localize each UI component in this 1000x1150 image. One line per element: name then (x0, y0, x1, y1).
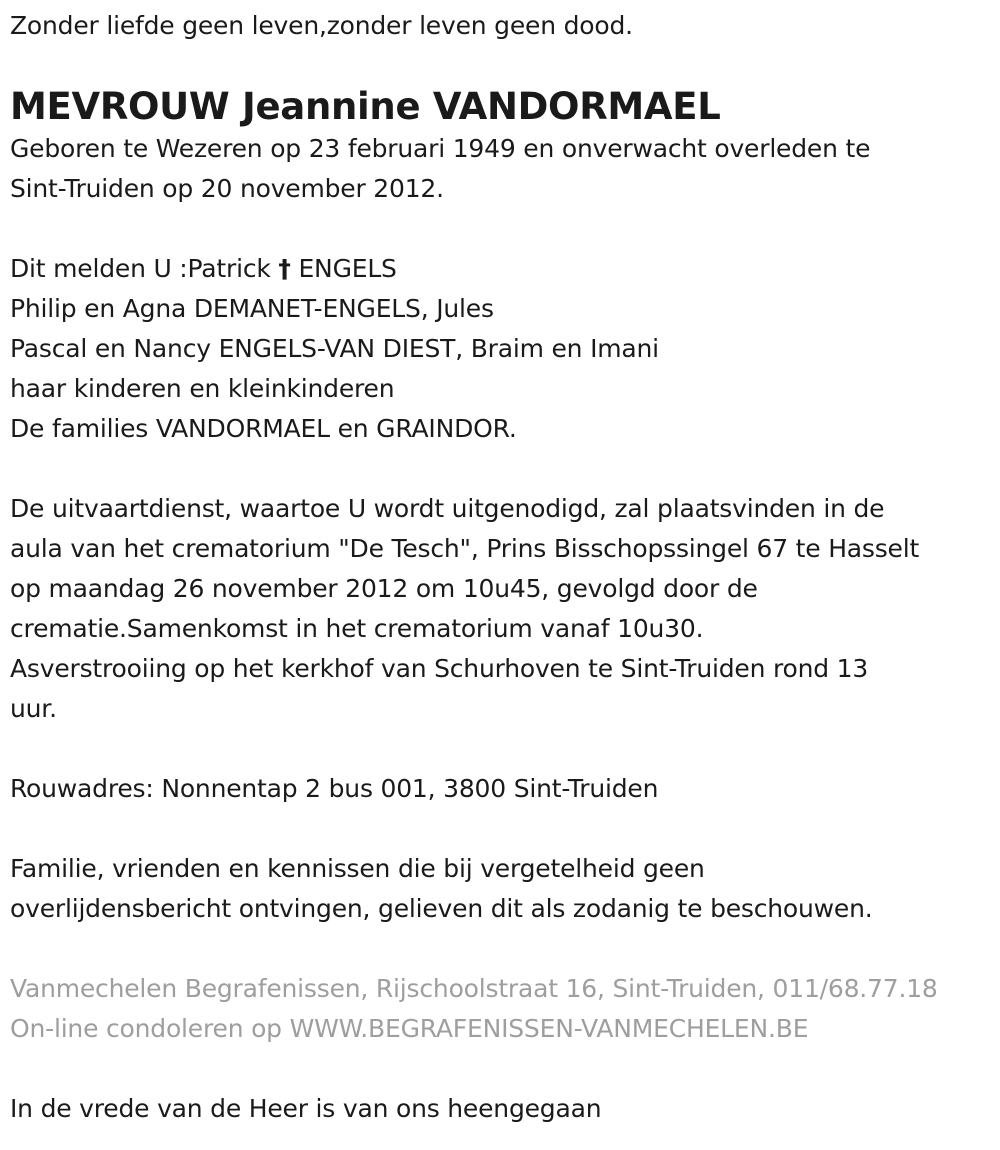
mourning-address: Rouwadres: Nonnentap 2 bus 001, 3800 Sint-Truiden (10, 774, 659, 803)
funeral-service-line: Asverstrooiing op het kerkhof van Schurhoven te Sint-Truiden rond 13 (10, 654, 869, 683)
notice-section (10, 849, 995, 929)
birth-death-line-1: Geboren te Wezeren op 23 februari 1949 en onverwacht overleden te (10, 134, 871, 163)
spacer (10, 209, 995, 249)
cross-icon: † (278, 254, 291, 283)
birth-death-section (10, 129, 995, 209)
funeral-service-line: aula van het crematorium "De Tesch", Prins Bisschopssingel 67 te Hasselt (10, 534, 920, 563)
announcers-section (10, 249, 995, 449)
spacer (10, 449, 995, 489)
obituary-document (10, 0, 995, 1129)
announcer-line: De families VANDORMAEL en GRAINDOR. (10, 414, 517, 443)
funeral-service-line: op maandag 26 november 2012 om 10u45, gevolgd door de (10, 574, 758, 603)
funeral-service-section (10, 489, 995, 729)
spacer (10, 809, 995, 849)
announcers-intro (10, 249, 995, 289)
motto: Zonder liefde geen leven,zonder leven geen dood. (10, 11, 633, 40)
notice-line: Familie, vrienden en kennissen die bij vergetelheid geen (10, 854, 705, 883)
deceased-name: MEVROUW Jeannine VANDORMAEL (10, 85, 721, 128)
funeral-service-line: De uitvaartdienst, waartoe U wordt uitgenodigd, zal plaatsvinden in de (10, 494, 885, 523)
closing-line: In de vrede van de Heer is van ons heengegaan (10, 1094, 602, 1123)
announcer-line: Philip en Agna DEMANET-ENGELS, Jules (10, 294, 494, 323)
funeral-home-section (10, 969, 995, 1049)
spacer (10, 1049, 995, 1089)
spacer (10, 929, 995, 969)
birth-death-line-2: Sint-Truiden op 20 november 2012. (10, 174, 444, 203)
announcers-intro-prefix: Dit melden U :Patrick (10, 254, 279, 283)
funeral-service-line: uur. (10, 694, 57, 723)
condolence-link[interactable]: On-line condoleren op WWW.BEGRAFENISSEN-VANMECHELEN.BE (10, 1014, 809, 1043)
spacer (10, 729, 995, 769)
announcer-line: haar kinderen en kleinkinderen (10, 374, 395, 403)
funeral-service-line: crematie.Samenkomst in het crematorium vanaf 10u30. (10, 614, 704, 643)
notice-line: overlijdensbericht ontvingen, gelieven dit als zodanig te beschouwen. (10, 894, 873, 923)
announcer-line: Pascal en Nancy ENGELS-VAN DIEST, Braim en Imani (10, 334, 659, 363)
announcers-intro-suffix: ENGELS (290, 254, 397, 283)
funeral-home-contact: Vanmechelen Begrafenissen, Rijschoolstraat 16, Sint-Truiden, 011/68.77.18 (10, 974, 938, 1003)
